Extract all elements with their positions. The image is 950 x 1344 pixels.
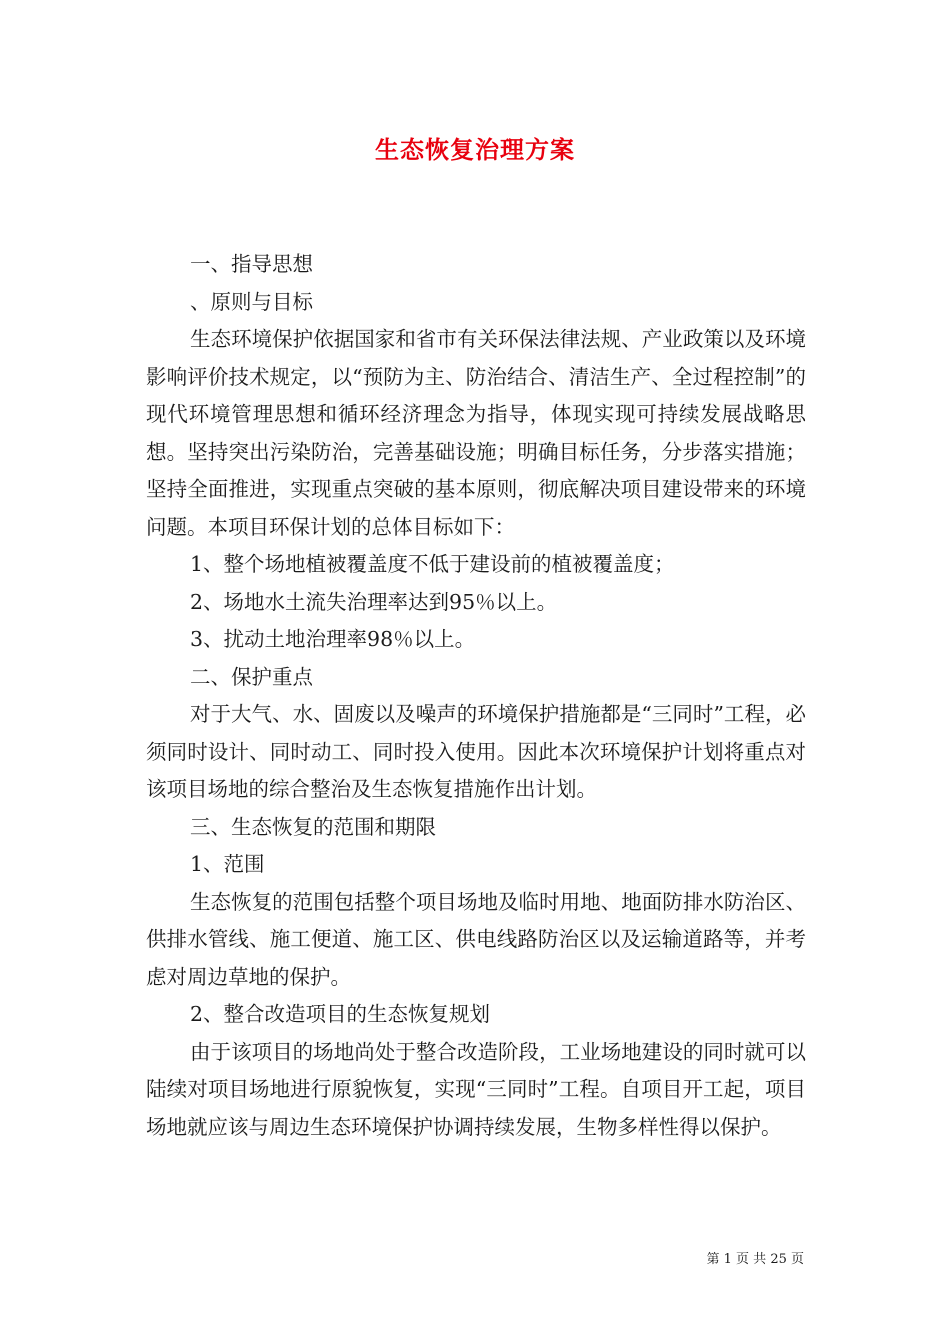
heading-scope-period: 三、生态恢复的范围和期限	[190, 814, 436, 839]
page-number-footer: 第 1 页 共 25 页	[706, 1252, 804, 1267]
goal-item-2: 2、场地水土流失治理率达到95％以上。	[190, 589, 558, 614]
heading-protection-focus: 二、保护重点	[190, 664, 313, 689]
heading-guiding-ideology: 一、指导思想	[190, 252, 313, 276]
paragraph-protection-focus: 对于大气、水、固废以及噪声的环境保护措施都是“三同时”工程，必须同时设计、同时动工、同时投入使用。因此本次环境保护计划将重点对该项目场地的综合整治及生态恢复措施作出计划。	[146, 702, 806, 801]
paragraph-restoration-plan: 由于该项目的场地尚处于整合改造阶段，工业场地建设的同时就可以陆续对项目场地进行原貌恢复，实现“三同时”工程。自项目开工起，项目场地就应该与周边生态环境保护协调持续发展，生物多样性得以保护。	[146, 1039, 806, 1139]
goal-item-3: 3、扰动土地治理率98％以上。	[190, 627, 476, 651]
document-body	[146, 246, 806, 1146]
paragraph-principles: 生态环境保护依据国家和省市有关环保法律法规、产业政策以及环境影响评价技术规定，以“预防为主、防治结合、清洁生产、全过程控制”的现代环境管理思想和循环经济理念为指导，体现实现可持续发展战略思想。坚持突出污染防治，完善基础设施；明确目标任务，分步落实措施；坚持全面推进，实现重点突破的基本原则，彻底解决项目建设带来的环境问题。本项目环保计划的总体目标如下：	[146, 327, 806, 539]
page-title: 生态恢复治理方案	[375, 135, 575, 164]
heading-restoration-plan: 2、整合改造项目的生态恢复规划	[190, 1002, 491, 1026]
heading-principles-goals: 、原则与目标	[190, 289, 313, 314]
goal-item-1: 1、整个场地植被覆盖度不低于建设前的植被覆盖度；	[190, 552, 675, 576]
paragraph-scope: 生态恢复的范围包括整个项目场地及临时用地、地面防排水防治区、供排水管线、施工便道、施工区、供电线路防治区以及运输道路等，并考虑对周边草地的保护。	[146, 889, 806, 989]
heading-scope: 1、范围	[190, 852, 265, 876]
